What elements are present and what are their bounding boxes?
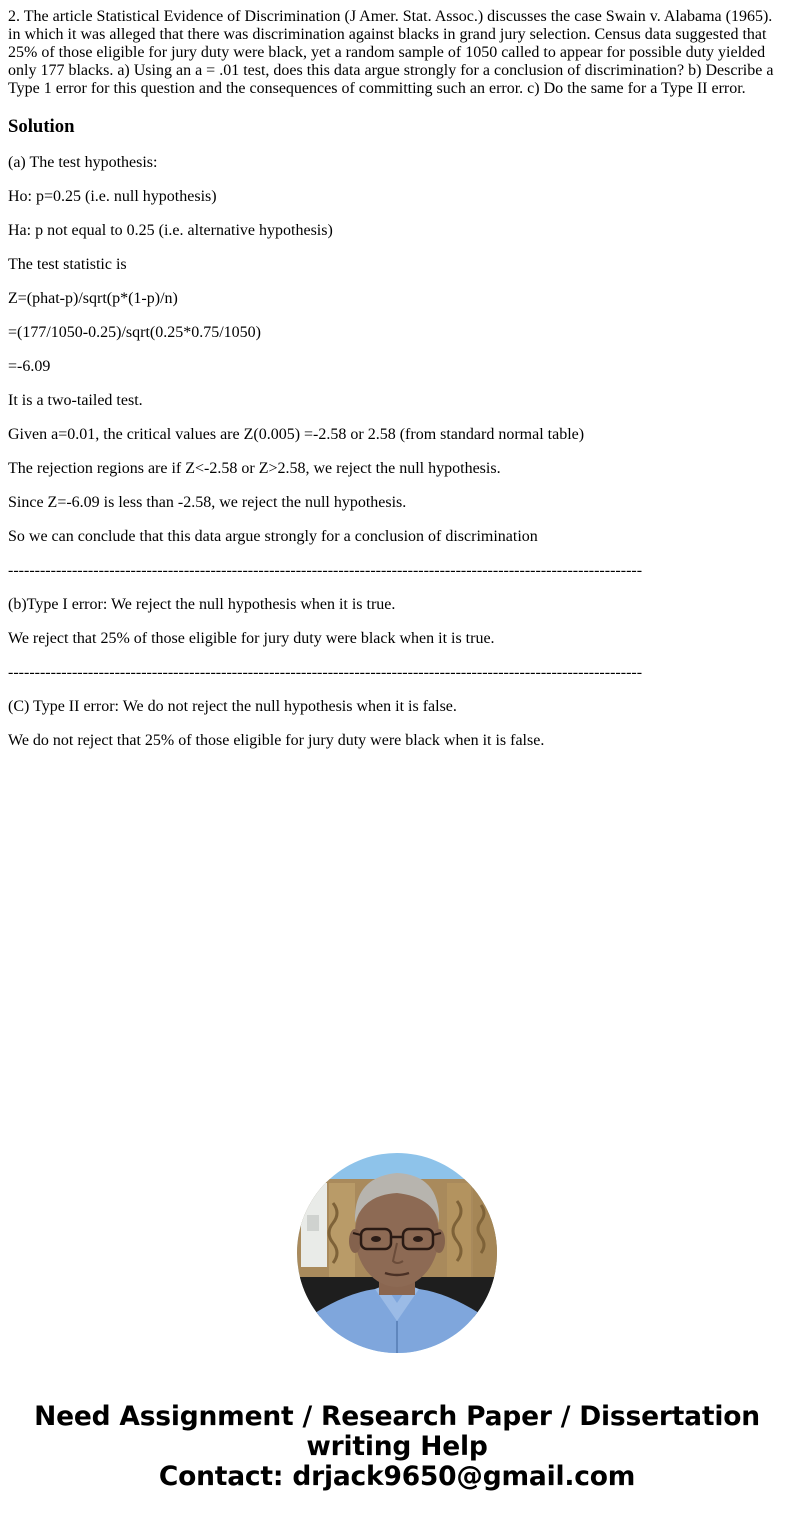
solution-body: [8, 154, 786, 750]
type2-consequence-line: We do not reject that 25% of those eligible for jury duty were black when it is false.: [8, 732, 545, 749]
answer-line: The test statistic is: [8, 256, 127, 273]
dashed-separator: -----------------------------------------------------------------------------------------------------------------------: [8, 664, 643, 681]
formula-line: Z=(phat-p)/sqrt(p*(1-p)/n): [8, 290, 178, 307]
avatar: [297, 1153, 497, 1353]
formula-substitution-line: =(177/1050-0.25)/sqrt(0.25*0.75/1050): [8, 324, 261, 341]
document-page: [0, 0, 794, 750]
answer-line: (a) The test hypothesis:: [8, 154, 158, 171]
answer-line: It is a two-tailed test.: [8, 392, 143, 409]
type2-error-line: (C) Type II error: We do not reject the null hypothesis when it is false.: [8, 698, 457, 715]
rejection-region-line: The rejection regions are if Z<-2.58 or Z>2.58, we reject the null hypothesis.: [8, 460, 501, 477]
promo-line-1: Need Assignment / Research Paper / Dissertation: [34, 1401, 760, 1432]
decision-line: Since Z=-6.09 is less than -2.58, we reject the null hypothesis.: [8, 494, 407, 511]
conclusion-line: So we can conclude that this data argue strongly for a conclusion of discrimination: [8, 528, 538, 545]
question-text: 2. The article Statistical Evidence of Discrimination (J Amer. Stat. Assoc.) discusses the case Swain v. Alabama (1965). in which it was alleged that there was discrimination against blacks in grand jury selection. Census data suggested that 25% of those eligible for jury duty were black, yet a random sample of 1050 called to appear for possible duty yielded only 177 blacks. a) Using an a = .01 test, does this data argue strongly for a conclusion of discrimination? b) Describe a Type 1 error for this question and the consequences of committing such an error. c) Do the same for a Type II error.: [8, 8, 774, 97]
z-value-line: =-6.09: [8, 358, 51, 375]
promo-footer: [0, 1402, 794, 1492]
critical-values-line: Given a=0.01, the critical values are Z(0.005) =-2.58 or 2.58 (from standard normal table): [8, 426, 585, 443]
promo-line-2: writing Help: [306, 1431, 488, 1462]
dashed-separator: -----------------------------------------------------------------------------------------------------------------------: [8, 562, 643, 579]
alt-hypothesis-line: Ha: p not equal to 0.25 (i.e. alternative hypothesis): [8, 222, 333, 239]
contact-email: Contact: drjack9650@gmail.com: [158, 1461, 636, 1492]
null-hypothesis-line: Ho: p=0.25 (i.e. null hypothesis): [8, 188, 217, 205]
type1-error-line: (b)Type I error: We reject the null hypothesis when it is true.: [8, 596, 396, 613]
solution-heading: Solution: [8, 116, 75, 137]
type1-consequence-line: We reject that 25% of those eligible for jury duty were black when it is true.: [8, 630, 495, 647]
portrait-photo-icon: [297, 1153, 497, 1353]
